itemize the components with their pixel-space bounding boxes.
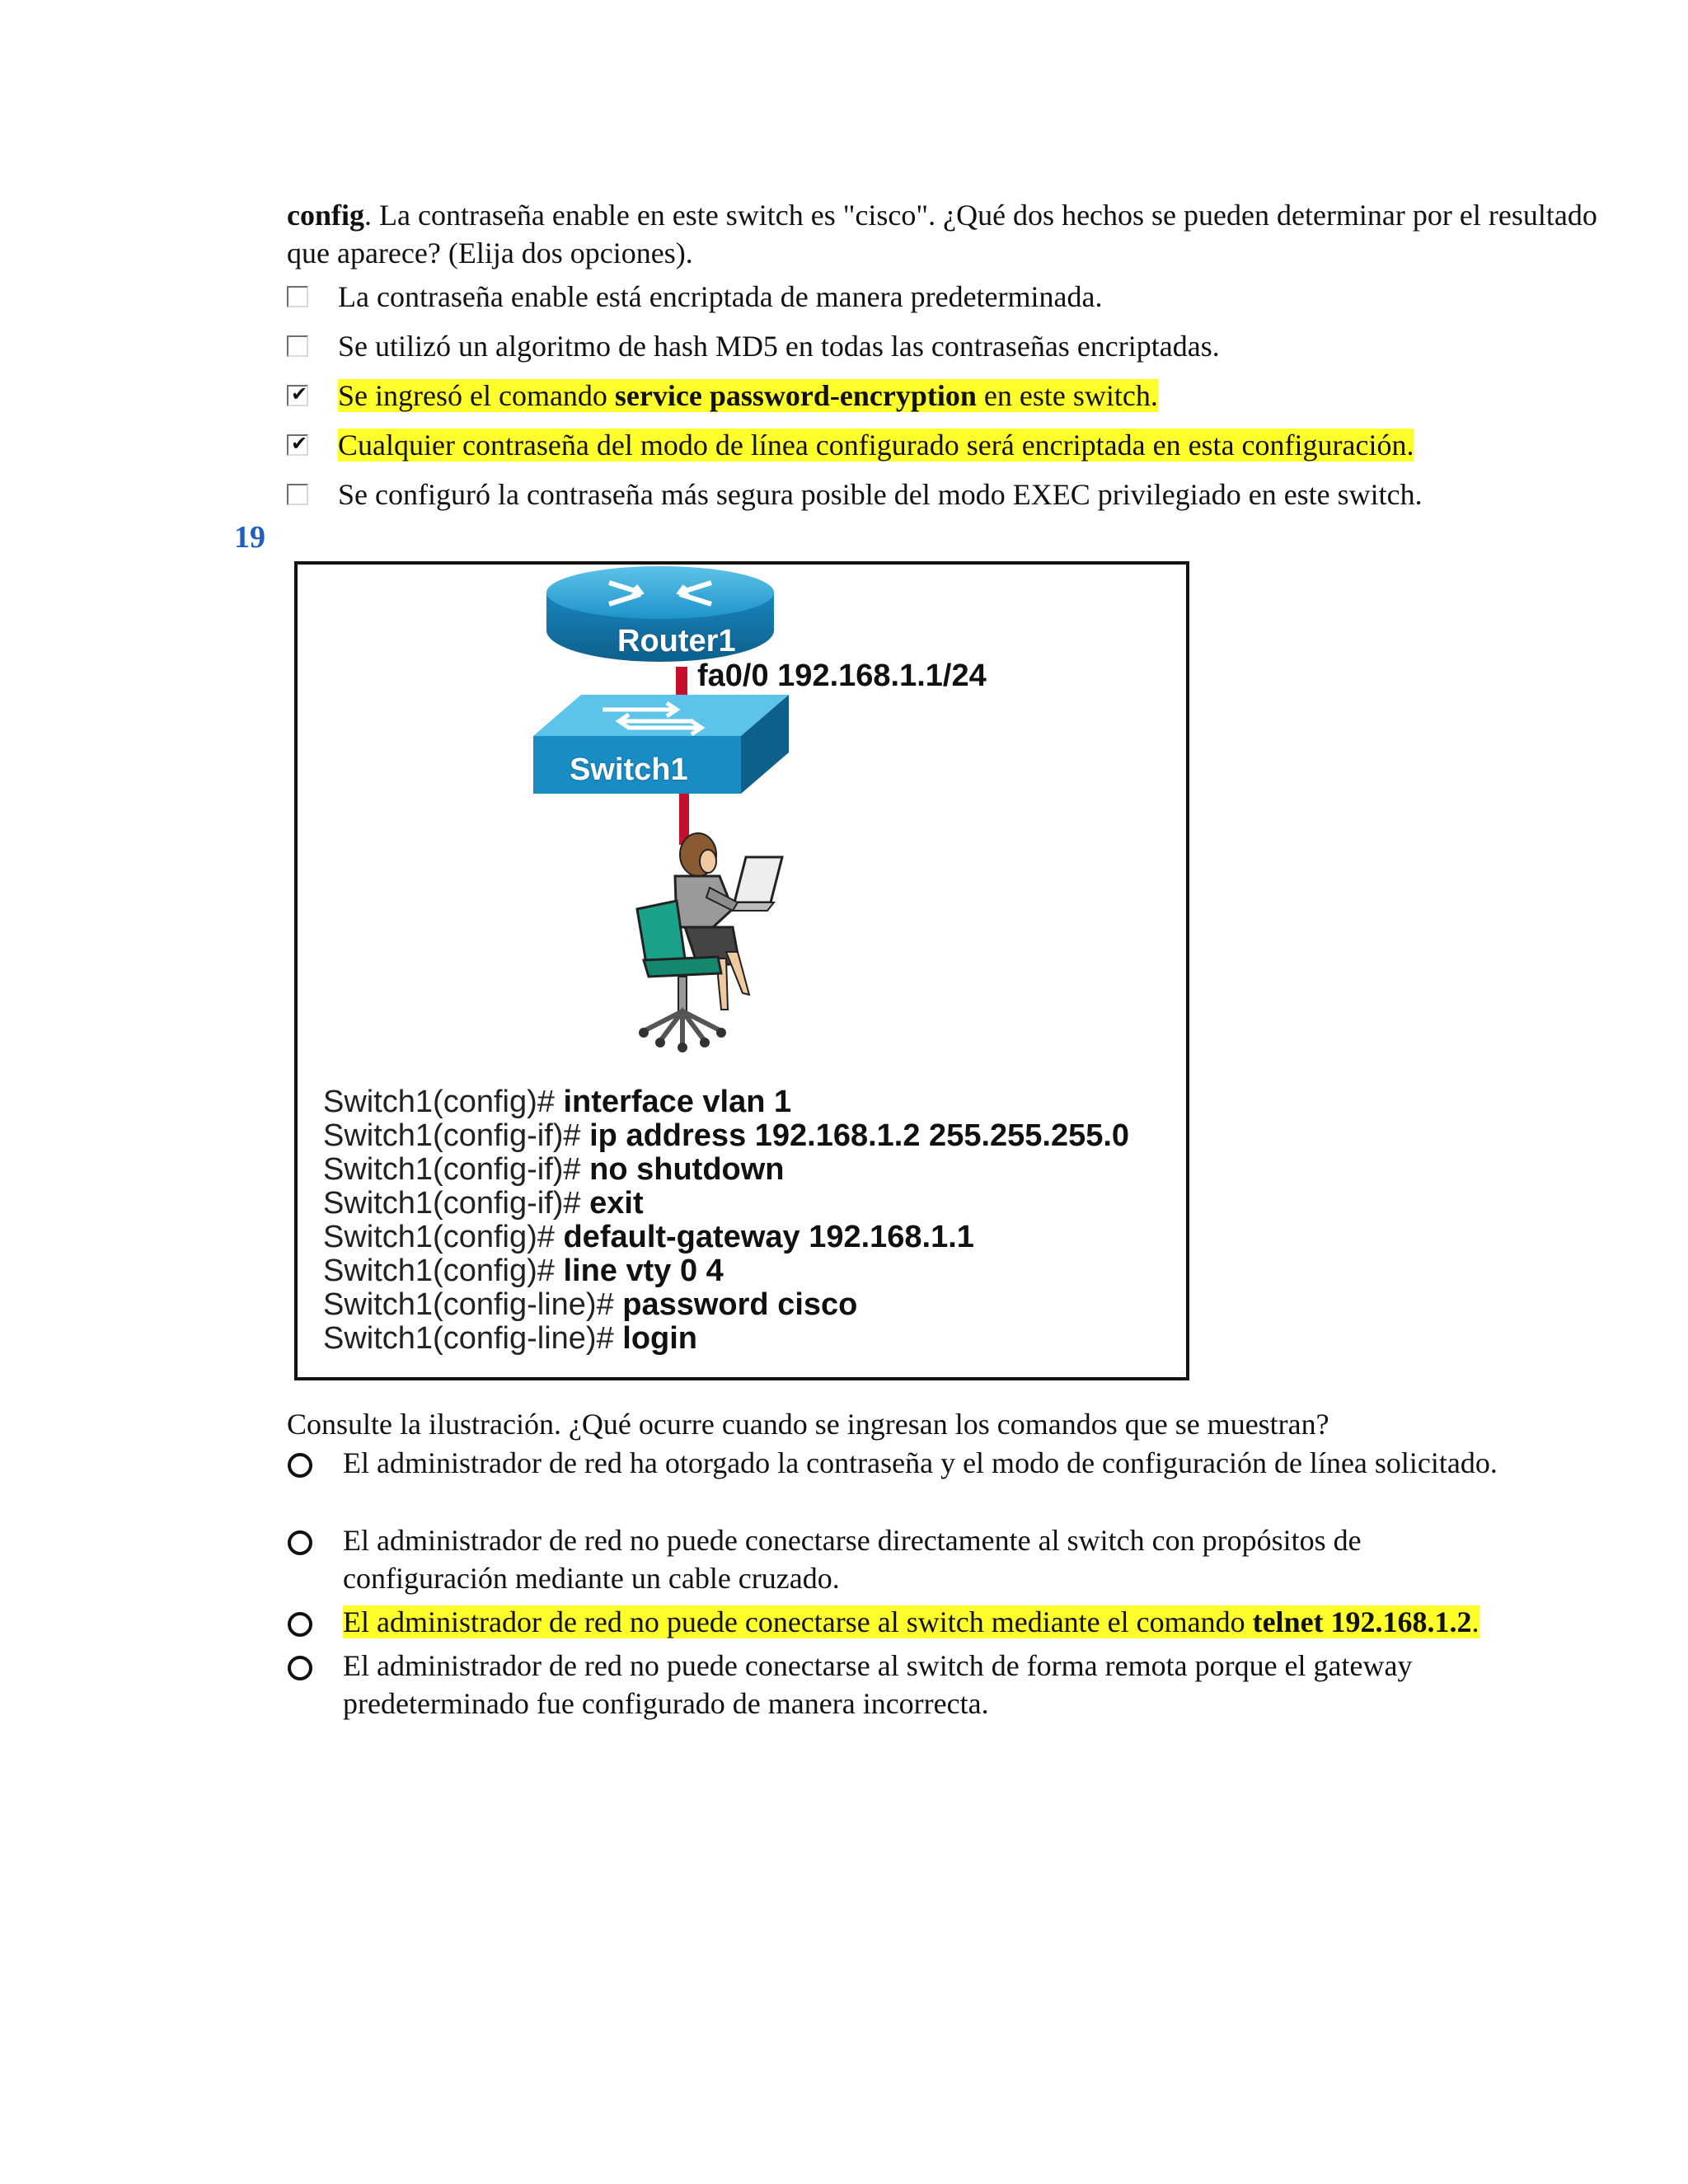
checkbox-checked[interactable] <box>287 382 308 406</box>
option-label: El administrador de red ha otorgado la contraseña y el modo de configuración de línea solicitado. <box>343 1446 1498 1479</box>
option-2[interactable] <box>287 1521 1523 1597</box>
option-label: La contraseña enable está encriptada de manera predeterminada. <box>338 280 1103 313</box>
prev-question-stem <box>287 196 1639 272</box>
prev-option-4[interactable] <box>287 426 1647 464</box>
highlighted-answer: El administrador de red no puede conectarse al switch mediante el comando telnet 192.168.1.2. <box>343 1605 1479 1638</box>
prev-option-1[interactable] <box>287 278 1647 316</box>
checkbox-unchecked[interactable] <box>287 286 308 307</box>
prev-option-5[interactable] <box>287 476 1647 513</box>
stem-text: . La contraseña enable en este switch es "cisco". ¿Qué dos hechos se pueden determinar por el resultado que aparece? (Elija dos opciones). <box>287 199 1597 269</box>
option-label: Se utilizó un algoritmo de hash MD5 en todas las contraseñas encriptadas. <box>338 330 1220 363</box>
topology-diagram <box>298 565 1186 1076</box>
question-prompt: Consulte la ilustración. ¿Qué ocurre cuando se ingresan los comandos que se muestran? <box>287 1408 1329 1441</box>
router-label: Router1 <box>617 624 736 658</box>
radio-button[interactable] <box>287 1655 313 1681</box>
prev-option-2[interactable] <box>287 327 1647 365</box>
checkbox-checked[interactable] <box>287 434 308 456</box>
radio-button[interactable] <box>287 1611 313 1638</box>
switch-label: Switch1 <box>570 752 688 787</box>
highlighted-answer: Se ingresó el comando service password-encryption en este switch. <box>338 379 1158 412</box>
option-label: El administrador de red no puede conectarse al switch de forma remota porque el gateway predeterminado fue configurado de manera incorrecta. <box>343 1649 1413 1720</box>
radio-button[interactable] <box>287 1452 313 1479</box>
option-label: Se configuró la contraseña más segura posible del modo EXEC privilegiado en este switch. <box>338 478 1423 511</box>
option-1[interactable] <box>287 1444 1523 1482</box>
option-3[interactable] <box>287 1603 1647 1641</box>
prev-option-3[interactable] <box>287 377 1647 415</box>
cli-line: Switch1(config-if)# exit <box>323 1186 644 1221</box>
link-label: fa0/0 192.168.1.1/24 <box>697 658 987 693</box>
cli-line: Switch1(config)# default-gateway 192.168.1.1 <box>323 1220 974 1254</box>
question-number: 19 <box>234 520 265 555</box>
check-icon: ✔ <box>291 432 308 455</box>
stem-bold-term: config <box>287 199 364 232</box>
option-label: El administrador de red no puede conectarse directamente al switch con propósitos de configuración mediante un cable cruzado. <box>343 1524 1362 1595</box>
cli-line: Switch1(config-if)# no shutdown <box>323 1152 785 1187</box>
cli-line: Switch1(config-line)# password cisco <box>323 1287 858 1322</box>
cli-line: Switch1(config)# line vty 0 4 <box>323 1254 724 1288</box>
admin-user-icon <box>637 833 782 1052</box>
check-icon: ✔ <box>291 382 308 405</box>
radio-button[interactable] <box>287 1530 313 1556</box>
cli-line: Switch1(config-line)# login <box>323 1321 698 1356</box>
highlighted-answer: Cualquier contraseña del modo de línea configurado será encriptada en esta configuración. <box>338 429 1414 462</box>
cli-line: Switch1(config-if)# ip address 192.168.1.2 255.255.255.0 <box>323 1118 1130 1153</box>
cli-line: Switch1(config)# interface vlan 1 <box>323 1085 792 1119</box>
option-4[interactable] <box>287 1647 1548 1722</box>
checkbox-unchecked[interactable] <box>287 335 308 357</box>
cli-output <box>323 1085 1129 1356</box>
checkbox-unchecked[interactable] <box>287 484 308 505</box>
network-figure <box>294 561 1189 1380</box>
